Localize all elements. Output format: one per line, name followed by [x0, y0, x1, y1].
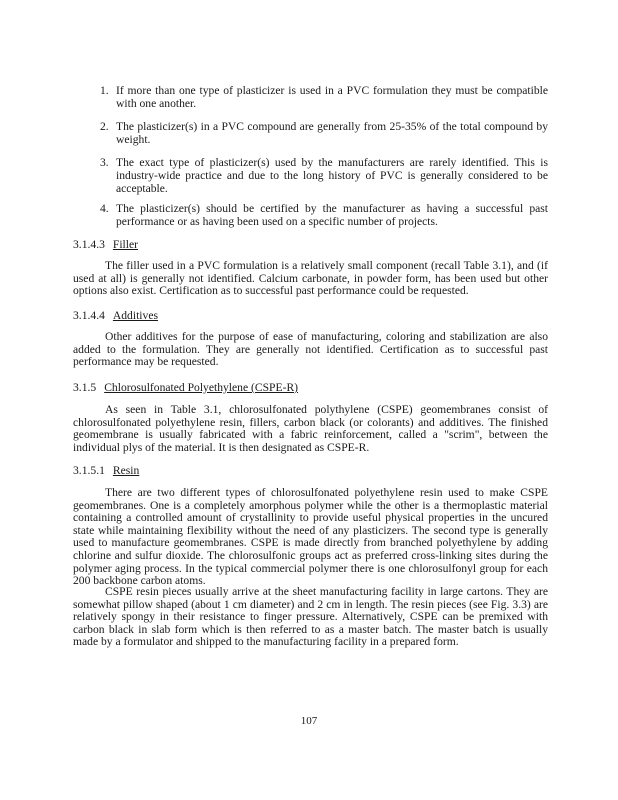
- section-title: Filler: [112, 238, 139, 251]
- list-item-number: 4.: [100, 202, 109, 215]
- list-item: [100, 84, 548, 110]
- section-title: Resin: [112, 464, 140, 477]
- section-heading-additives: [73, 309, 158, 322]
- list-item-text: If more than one type of plasticizer is used in a PVC formulation they must be compatible with one another.: [116, 84, 548, 110]
- paragraph-filler: The filler used in a PVC formulation is a relatively small component (recall Table 3.1), and (if used at all) is generally not identified. Calcium carbonate, in powder form, has been used but other options also exist. Certification as to successful past performance could be requested.: [73, 259, 548, 298]
- list-item-number: 1.: [100, 84, 109, 97]
- list-item-text: The plasticizer(s) should be certified by the manufacturer as having a successful past performance or as having been used on a specific number of projects.: [116, 202, 548, 228]
- section-title: Additives: [112, 309, 158, 322]
- paragraph-resin-1: There are two different types of chlorosulfonated polyethylene resin used to make CSPE geomembranes. One is a completely amorphous polymer while the other is a thermoplastic material containing a controlled amount of crystallinity to provide useful physical properties in the uncured state while maintaining flexibility without the need of any plasticizers. The second type is generally used to manufacture geomembranes. CSPE is made directly from branched polyethylene by adding chlorine and sulfur dioxide. The chlorosulfonic groups act as preferred cross-linking sites during the polymer aging process. In the typical commercial polymer there is one chlorosulfonyl group for each 200 backbone carbon atoms.: [73, 486, 548, 588]
- section-number: 3.1.5: [73, 381, 97, 394]
- list-item-number: 3.: [100, 156, 109, 169]
- list-item: [100, 202, 548, 228]
- list-item-number: 2.: [100, 120, 109, 133]
- paragraph-additives: Other additives for the purpose of ease of manufacturing, coloring and stabilization are also added to the formulation. They are generally not identified. Certification as to successful past performance may be requested.: [73, 330, 548, 369]
- paragraph-resin-2: CSPE resin pieces usually arrive at the sheet manufacturing facility in large cartons. They are somewhat pillow shaped (about 1 cm diameter) and 2 cm in length. The resin pieces (see Fig. 3.3) are relatively spongy in their resistance to finger pressure. Alternatively, CSPE can be premixed with carbon black in slab form which is then referred to as a master batch. The master batch is usually made by a formulator and shipped to the manufacturing facility in a prepared form.: [73, 585, 548, 649]
- paragraph-cspe: As seen in Table 3.1, chlorosulfonated polythylene (CSPE) geomembranes consist of chlorosulfonated polyethylene resin, fillers, carbon black (or colorants) and additives. The finished geomembrane is usually fabricated with a fabric reinforcement, called a "scrim", between the individual plys of the material. It is then designated as CSPE-R.: [73, 403, 548, 454]
- section-number: 3.1.4.3: [73, 238, 105, 251]
- section-number: 3.1.5.1: [73, 464, 105, 477]
- section-number: 3.1.4.4: [73, 309, 105, 322]
- list-item: [100, 120, 548, 146]
- section-heading-resin: [73, 464, 139, 477]
- section-heading-filler: [73, 238, 138, 251]
- list-item-text: The exact type of plasticizer(s) used by the manufacturers are rarely identified. This is industry-wide practice and due to the long history of PVC is generally considered to be acceptable.: [116, 156, 548, 195]
- section-title: Chlorosulfonated Polyethylene (CSPE-R): [104, 381, 299, 394]
- list-item: [100, 156, 548, 195]
- page-number: 107: [300, 715, 318, 727]
- section-heading-cspe: [73, 381, 298, 394]
- list-item-text: The plasticizer(s) in a PVC compound are generally from 25-35% of the total compound by weight.: [116, 120, 548, 146]
